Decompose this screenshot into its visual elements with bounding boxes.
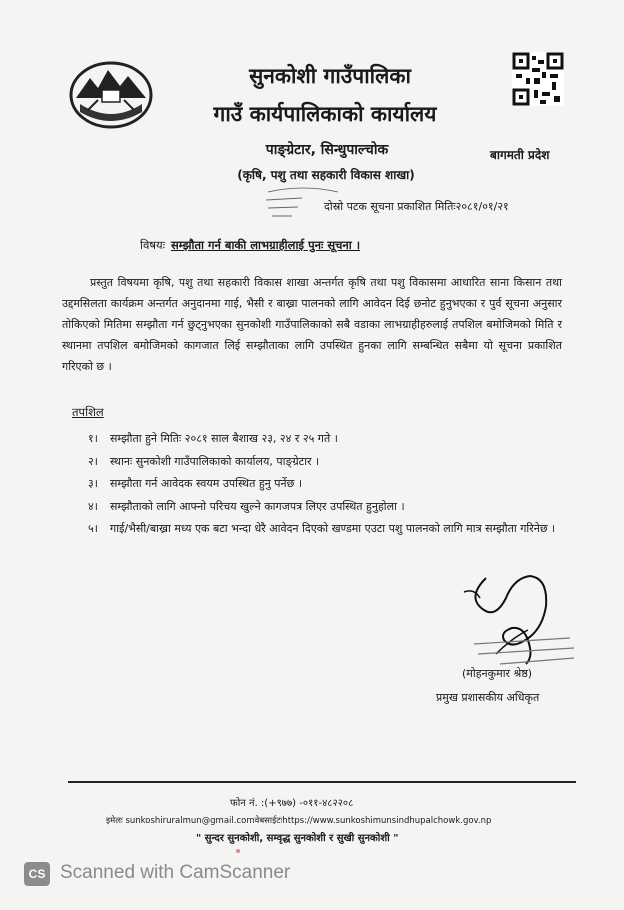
- camscanner-watermark: Scanned with CamScanner: [60, 862, 291, 883]
- stamp-icon: [470, 634, 580, 668]
- footer-phone: फोन नं. :(+९७७) -०११-४८२२०८: [230, 798, 354, 809]
- item-number: ५।: [88, 522, 98, 535]
- item-number: ४।: [88, 499, 98, 513]
- item-number: २।: [88, 454, 98, 468]
- list-item: [88, 473, 558, 496]
- office-address: पाङ्ग्रेटार, सिन्धुपाल्चोक: [265, 142, 389, 158]
- item-text: स्थानः सुनकोशी गाउँपालिकाको कार्यालय, पाङ्ग्रेटार ।: [110, 454, 320, 468]
- list-item: [88, 451, 558, 474]
- footer-divider: [68, 781, 576, 783]
- signatory-title: प्रमुख प्रशासकीय अधिकृत: [436, 691, 540, 704]
- subject-line: [140, 238, 360, 253]
- item-number: ३।: [88, 477, 98, 490]
- list-item: [88, 518, 558, 541]
- qr-code: [512, 52, 564, 106]
- qr-code-icon: [512, 52, 564, 106]
- list-item: [88, 428, 558, 451]
- office-name: गाउँ कार्यपालिकाको कार्यालय: [213, 102, 437, 126]
- signature-stamp: [470, 634, 580, 668]
- subject-text: सम्झौता गर्न बाकी लाभग्राहीलाई पुनः सूचना ।: [171, 238, 361, 252]
- org-name: सुनकोशी गाउँपालिका: [249, 64, 411, 88]
- emblem-icon: [68, 60, 154, 130]
- subject-label: विषयः: [140, 238, 166, 252]
- item-text: सम्झौता हुने मितिः २०८१ साल बैशाख २३, २४ र २५ गते ।: [110, 432, 338, 445]
- municipality-logo: [68, 60, 154, 130]
- branch-name: (कृषि, पशु तथा सहकारी विकास शाखा): [237, 168, 415, 182]
- ink-dot: [236, 849, 240, 853]
- item-number: १।: [88, 432, 98, 445]
- item-text: गाई/भैसी/बाख्रा मध्य एक बटा भन्दा धेरै आवेदन दिएको खण्डमा एउटा पशु पालनको लागि मात्र सम्झौता गरिनेछ ।: [110, 522, 556, 535]
- footer-slogan: " सुन्दर सुनकोशी, सम्वृद्ध सुनकोशी र सुखी सुनकोशी ": [196, 833, 399, 844]
- footer-email-web: इमेलः sunkoshiruralmun@gmail.comवेबसाईटःhttps://www.sunkoshimunsindhupalchowk.gov.np: [106, 816, 492, 826]
- schedule-heading: तपशिल: [72, 405, 104, 419]
- item-text: सम्झौता गर्न आवेदक स्वयम उपस्थित हुनु पर्नेछ ।: [110, 477, 303, 490]
- signatory-name: (मोहनकुमार श्रेष्ठ): [462, 667, 533, 680]
- notice-body: प्रस्तुत विषयमा कृषि, पशु तथा सहकारी विकास शाखा अन्तर्गत कृषि तथा पशु विकासमा आधारित साना किसान तथा उद्दमसिलता कार्यक्रम अन्तर्गत अनुदानमा गाई, भैसी र बाख्रा पालनको लागि आवेदन दिई छनोट हुनुभएका र पुर्व सूचना अनुसार तोकिएको मितिमा सम्झौता गर्न छुट्नुभएका सुनकोशी गाउँपालिकाको सबै वडाका लाभग्राहीहरुलाई तपशिल बमोजिमको मिति र स्थानमा तपशिल बमोजिमको कागजात लिई सम्झौताका लागि उपस्थित हुनका लागि सम्बन्धित सबैमा यो सूचना प्रकाशित गरिएको छ ।: [62, 276, 562, 373]
- province-name: बागमती प्रदेश: [490, 148, 550, 162]
- schedule-list: [88, 428, 558, 541]
- list-item: [88, 496, 558, 519]
- publication-line: दोस्रो पटक सूचना प्रकाशित मितिः२०८१/०१/२१: [324, 200, 509, 213]
- camscanner-icon: CS: [24, 862, 50, 886]
- item-text: सम्झौताको लागि आफ्नो परिचय खुल्ने कागजपत्र लिएर उपस्थित हुनुहोला ।: [110, 499, 405, 513]
